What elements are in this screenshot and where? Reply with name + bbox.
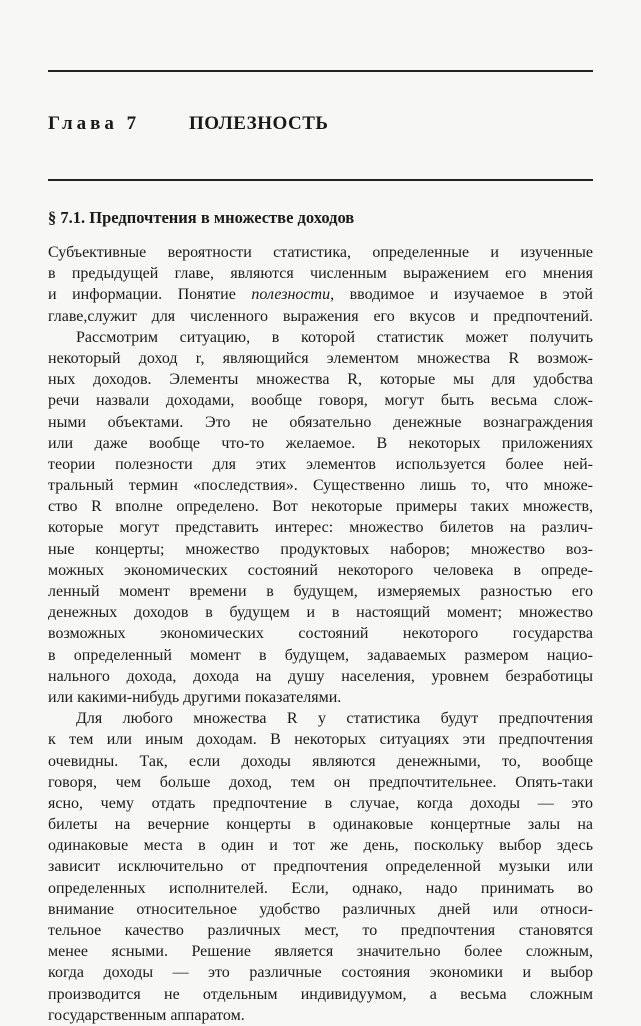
text-line: билеты на вечерние концерты в одинаковые концертные залы на (48, 816, 593, 834)
text-line: тельное качество различных мест, то предпочтения становятся (48, 922, 593, 939)
text-line: ленный момент времени в будущем, измеряемых разностью его (48, 583, 593, 600)
paragraph (48, 708, 593, 1026)
body-text (48, 242, 593, 1026)
paragraph (48, 242, 593, 327)
text-line: речи назвали доходами, вообще говоря, могут быть весьма слож- (48, 392, 593, 410)
text-line: производится не отдельным индивидуумом, а весьма сложным (48, 985, 593, 1003)
paragraph (48, 327, 593, 708)
text-line: можных экономических состояний некоторого человека в опреде- (48, 561, 593, 579)
text-line: определенных исполнителей. Если, однако, надо принимать во (48, 879, 593, 897)
section-heading: § 7.1. Предпочтения в множестве доходов (48, 208, 355, 227)
text-segment: и информации. Понятие (48, 286, 252, 304)
text-line: очевидны. Так, если доходы являются денежными, то, вообще (48, 752, 593, 770)
text-line: когда доходы — это различные состояния экономики и выбор (48, 964, 593, 982)
text-line: одинаковые места в один и тот же день, поскольку выбор здесь (48, 837, 593, 855)
text-line: которые могут представить интерес: множество билетов на различ- (48, 519, 593, 537)
text-line: ными объектами. Это не обязательно денежные вознаграждения (48, 413, 593, 431)
text-line: в определенный момент в будущем, задаваемых размером нацио- (48, 646, 593, 664)
text-line: Рассмотрим ситуацию, в которой статистик может получить (76, 328, 593, 346)
top-rule (48, 70, 593, 72)
text-line: ных доходов. Элементы множества R, которые мы для удобства (48, 371, 593, 389)
text-line: нального дохода, дохода на душу населения, уровнем безработицы (48, 667, 593, 685)
chapter-title: ПОЛЕЗНОСТЬ (189, 113, 329, 134)
text-line: денежных доходов в будущем и в настоящий момент; множество (48, 604, 593, 622)
bottom-rule (48, 179, 593, 181)
text-line: тральный термин «последствия». Существенно лишь то, что множе- (48, 477, 593, 495)
text-line: Субъективные вероятности статистика, определенные и изученные (48, 244, 593, 261)
text-line: Для любого множества R у статистика будут предпочтения (76, 710, 593, 728)
text-line: возможных экономических состояний некоторого государства (48, 625, 593, 643)
text-line: внимание относительное удобство различных дней или относи- (48, 900, 593, 918)
text-line: менее ясными. Решение является значительно более сложным, (48, 943, 593, 961)
text-line: государственным аппаратом. (48, 1006, 245, 1024)
text-line: в предыдущей главе, являются численным выражением его мнения (48, 265, 593, 283)
text-line: к тем или иным доходам. В некоторых ситуациях эти предпочтения (48, 731, 593, 749)
text-line: ство R вполне определено. Вот некоторые примеры таких множеств, (48, 498, 593, 516)
text-line: или даже вообще что-то желаемое. В некоторых приложениях (48, 434, 593, 452)
text-line: или какими-нибудь другими показателями. (48, 688, 342, 706)
text-line: ясно, чему отдать предпочтение в случае, когда доходы — это (48, 794, 593, 812)
text-line: говоря, чем больше доход, тем он предпочтительнее. Опять-таки (48, 773, 593, 791)
text-line (48, 284, 593, 305)
chapter-label: Глава 7 (48, 113, 141, 134)
text-line: главе,служит для численного выражения его вкусов и предпочтений. (48, 307, 593, 325)
text-line: зависит исключительно от предпочтения определенной музыки или (48, 858, 593, 876)
text-line: ные концерты; множество продуктовых наборов; множество воз- (48, 540, 593, 558)
text-line: теории полезности для этих элементов используется более ней- (48, 455, 593, 473)
chapter-heading (48, 113, 329, 135)
text-line: некоторый доход r, являющийся элементом множества R возмож- (48, 349, 593, 367)
text-segment: , вводимое и изучаемое в этой (330, 286, 593, 304)
emphasized-term: полезности (251, 286, 331, 304)
